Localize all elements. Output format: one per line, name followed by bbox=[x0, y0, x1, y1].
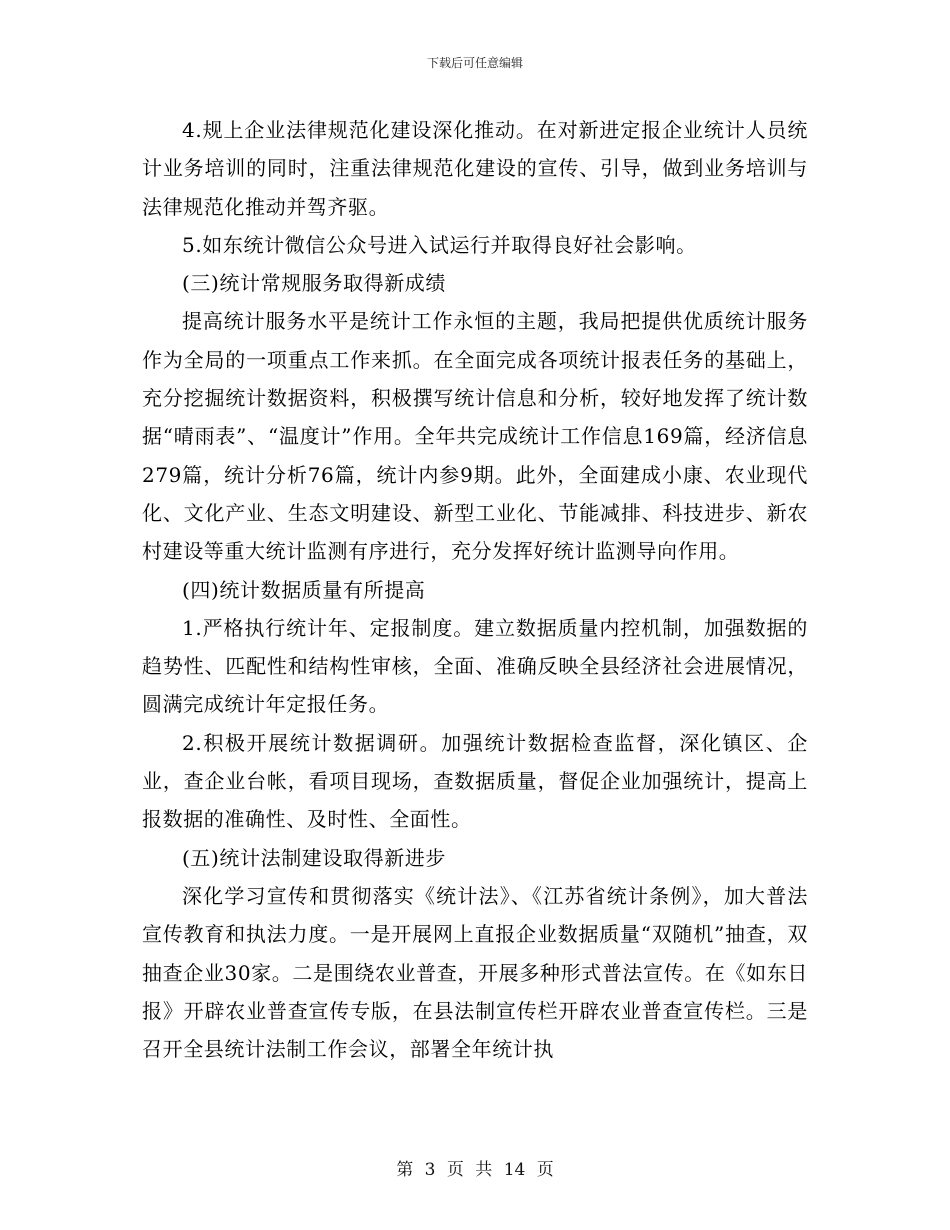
paragraph-item-2: 2.积极开展统计数据调研。加强统计数据检查监督，深化镇区、企业，查企业台帐，看项目现场，查数据质量，督促企业加强统计，提高上报数据的准确性、及时性、全面性。 bbox=[142, 730, 808, 832]
paragraph-item-5: 5.如东统计微信公众号进入试运行并取得良好社会影响。 bbox=[182, 232, 697, 257]
paragraph-item-4: 4.规上企业法律规范化建设深化推动。在对新进定报企业统计人员统计业务培训的同时，注重法律规范化建设的宣传、引导，做到业务培训与法律规范化推动并驾齐驱。 bbox=[142, 118, 808, 219]
section-heading-3: (三)统计常规服务取得新成绩 bbox=[182, 271, 447, 296]
paragraph-legal-construction: 深化学习宣传和贯彻落实《统计法》、《江苏省统计条例》，加大普法宣传教育和执法力度。一是开展网上直报企业数据质量“双随机”抽查，双抽查企业30家。二是围绕农业普查，开展多种形式普法宣传。在《如东日报》开辟农业普查宣传专版，在县法制宣传栏开辟农业普查宣传栏。三是召开全县统计法制工作会议，部署全年统计执 bbox=[142, 883, 808, 1062]
section-heading-5: (五)统计法制建设取得新进步 bbox=[182, 845, 447, 870]
document-body bbox=[142, 111, 808, 1068]
page-number-footer: 第 3 页 共 14 页 bbox=[396, 1160, 554, 1180]
paragraph-statistics-service: 提高统计服务水平是统计工作永恒的主题，我局把提供优质统计服务作为全局的一项重点工作来抓。在全面完成各项统计报表任务的基础上，充分挖掘统计数据资料，积极撰写统计信息和分析，较好地发挥了统计数据“晴雨表”、“温度计”作用。全年共完成统计工作信息169篇，经济信息279篇，统计分析76篇，统计内参9期。此外，全面建成小康、农业现代化、文化产业、生态文明建设、新型工业化、节能减排、科技进步、新农村建设等重大统计监测有序进行，充分发挥好统计监测导向作用。 bbox=[142, 309, 808, 564]
page-header-note: 下载后可任意编辑 bbox=[426, 56, 523, 70]
section-heading-4: (四)统计数据质量有所提高 bbox=[182, 577, 426, 602]
paragraph-item-1: 1.严格执行统计年、定报制度。建立数据质量内控机制，加强数据的趋势性、匹配性和结构性审核，全面、准确反映全县经济社会进展情况，圆满完成统计年定报任务。 bbox=[142, 615, 808, 717]
